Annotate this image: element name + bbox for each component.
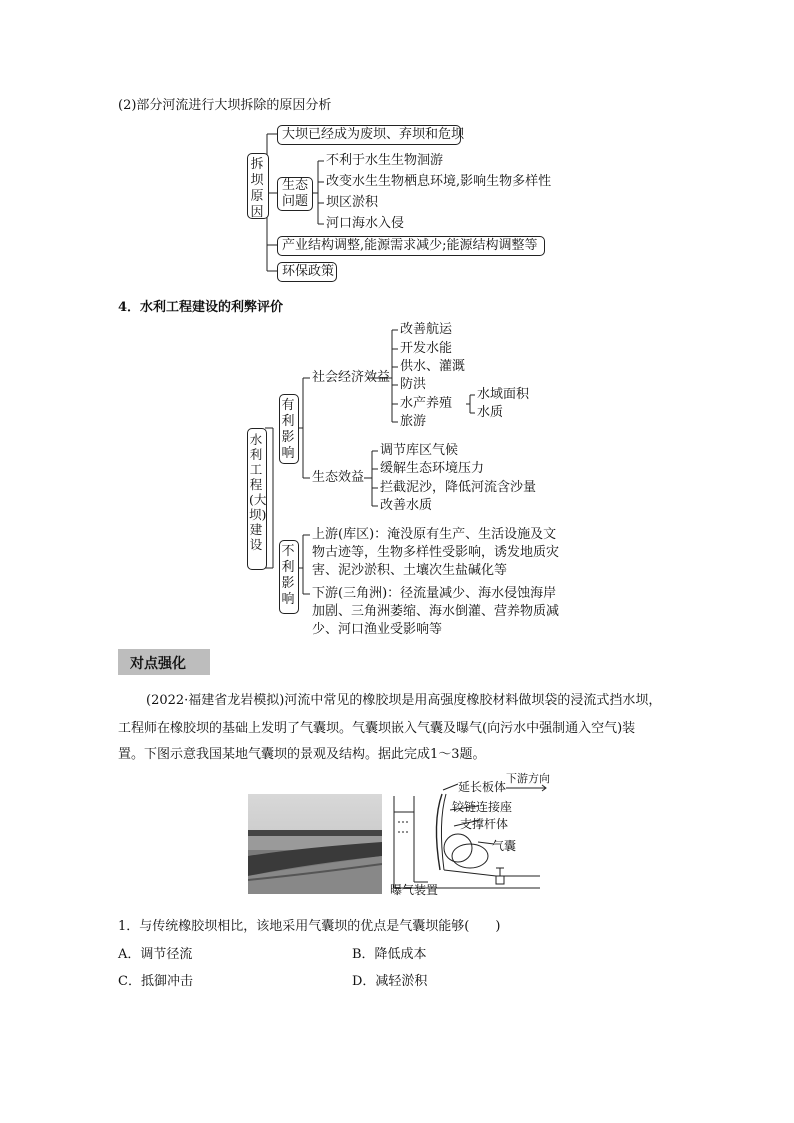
label-aeration-device: 曝气装置	[390, 883, 439, 897]
upstream-line-1: 上游(库区)：淹没原有生产、生活设施及文	[312, 527, 557, 542]
eco-benefit-item-1: 调节库区气候	[380, 443, 459, 458]
eco-benefit-item-3: 拦截泥沙，降低河流含沙量	[380, 480, 537, 495]
eco-item-3: 坝区淤积	[326, 195, 379, 210]
eco-item-1: 不利于水生生物洄游	[326, 153, 444, 168]
question-1: 1．与传统橡胶坝相比，该地采用气囊坝的优点是气囊坝能够( )	[118, 919, 501, 934]
downstream-line-2: 加剧、三角洲萎缩、海水倒灌、营养物质减	[312, 604, 560, 619]
aqua-item-2: 水质	[477, 405, 504, 420]
practice-paragraph-line-3: 置。下图示意我国某地气囊坝的景观及结构。据此完成1～3题。	[118, 747, 486, 762]
upstream-line-3: 害、泥沙淤积、土壤次生盐碱化等	[312, 563, 508, 578]
beneficial-label: 有利影响	[281, 398, 295, 461]
eco-benefit-item-2: 缓解生态环境压力	[380, 461, 485, 476]
practice-badge	[118, 649, 210, 675]
section2-title: (2)部分河流进行大坝拆除的原因分析	[118, 98, 332, 113]
root-label-dismantle: 拆坝原因	[250, 157, 264, 220]
downstream-line-3: 少、河口渔业受影响等	[312, 622, 443, 637]
harmful-label: 不利影响	[281, 544, 295, 607]
root-label-project: 水利工程(大坝)建设	[249, 432, 267, 552]
section4-title: 4．水利工程建设的利弊评价	[118, 300, 284, 315]
social-item-6: 旅游	[400, 414, 427, 429]
reason-label-1: 大坝已经成为废坝、弃坝和危坝	[282, 127, 465, 142]
label-hinge-seat: 铰链连接座	[452, 800, 513, 814]
social-item-2: 开发水能	[400, 341, 453, 356]
social-item-5: 水产养殖	[400, 396, 453, 411]
label-support-rod: 支撑杆体	[460, 817, 509, 831]
reason-label-2: 产业结构调整,能源需求减少;能源结构调整等	[282, 238, 538, 253]
social-item-1: 改善航运	[400, 322, 453, 337]
social-benefit-label: 社会经济效益	[312, 370, 391, 385]
practice-badge-label: 对点强化	[130, 656, 186, 672]
reason-label-3: 环保政策	[282, 264, 335, 279]
eco-item-4: 河口海水入侵	[326, 216, 405, 231]
upstream-line-2: 物古迹等，生物多样性受影响，诱发地质灾	[312, 545, 560, 560]
aqua-item-1: 水域面积	[477, 387, 530, 402]
eco-benefit-label: 生态效益	[312, 470, 365, 485]
option-b[interactable]: B．降低成本	[352, 947, 427, 962]
label-airbag: 气囊	[492, 839, 517, 853]
downstream-line-1: 下游(三角洲)：径流量减少、海水侵蚀海岸	[312, 586, 557, 601]
practice-paragraph-line-2: 工程师在橡胶坝的基础上发明了气囊坝。气囊坝嵌入气囊及曝气(向污水中强制通入空气)装	[118, 721, 636, 736]
eco-problem-label: 生态问题	[281, 178, 308, 209]
option-a[interactable]: A．调节径流	[118, 947, 193, 962]
dam-photo	[248, 794, 382, 894]
option-d[interactable]: D．减轻淤积	[352, 974, 428, 989]
social-item-3: 供水、灌溉	[400, 359, 466, 374]
label-downstream-direction: 下游方向	[506, 772, 550, 785]
eco-benefit-item-4: 改善水质	[380, 498, 433, 513]
practice-paragraph-line-1: (2022·福建省龙岩模拟)河流中常见的橡胶坝是用高强度橡胶材料做坝袋的浸流式挡水坝，	[146, 693, 662, 708]
label-extension-plate: 延长板体	[458, 780, 507, 794]
eco-item-2: 改变水生生物栖息环境,影响生物多样性	[326, 174, 552, 189]
option-c[interactable]: C．抵御冲击	[118, 974, 193, 989]
social-item-4: 防洪	[400, 377, 427, 392]
